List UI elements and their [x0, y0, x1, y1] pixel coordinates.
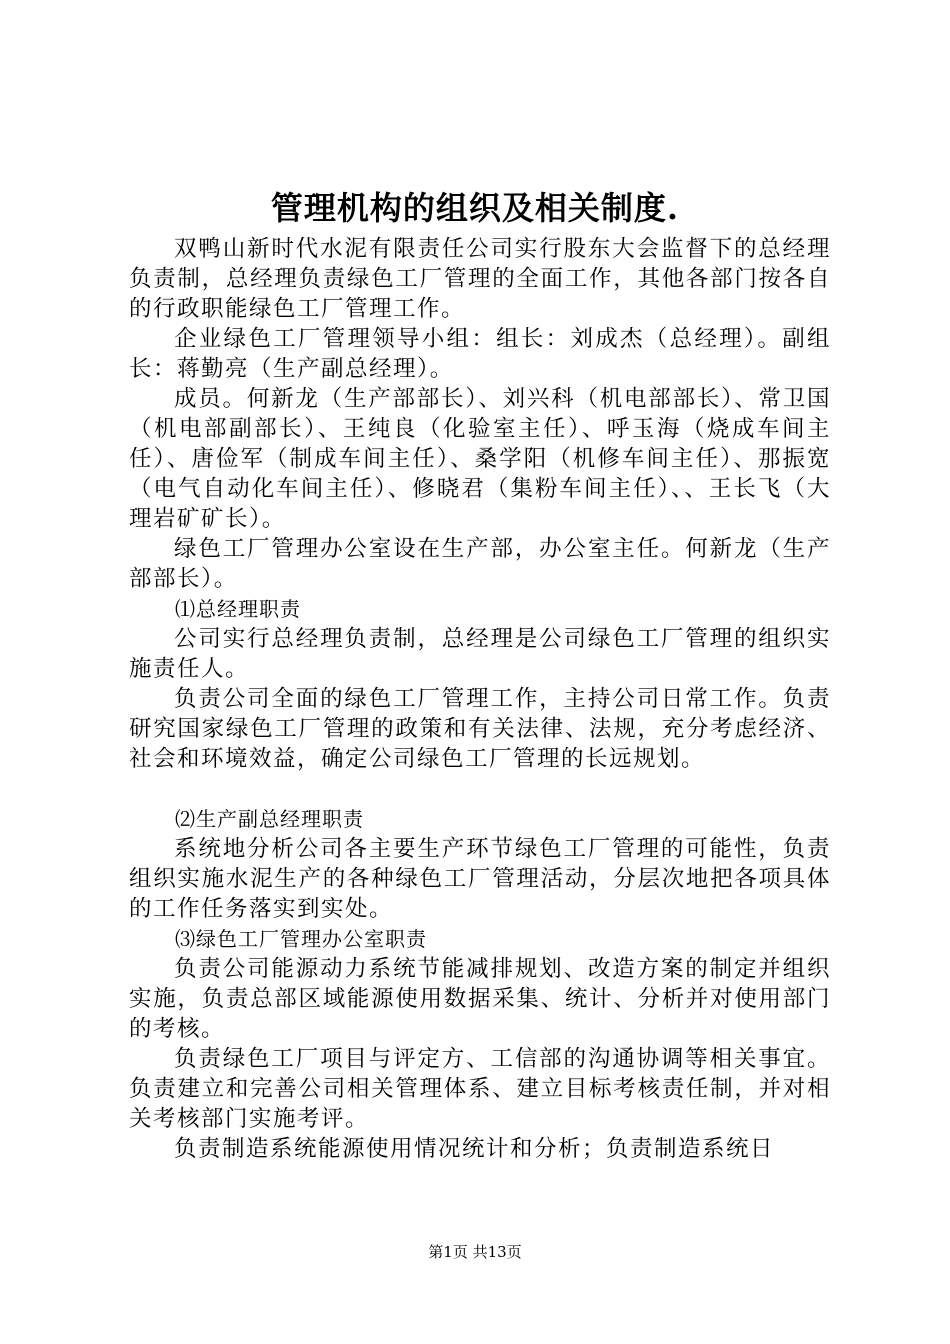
paragraph-office: 绿色工厂管理办公室设在生产部，办公室主任。何新龙（生产部部长）。: [129, 536, 831, 592]
paragraph-office-duty-3: 负责制造系统能源使用情况统计和分析；负责制造系统日: [174, 1136, 775, 1162]
paragraph-leadership: 企业绿色工厂管理领导小组：组长：刘成杰（总经理）。副组长：蒋勤亮（生产副总经理）。: [129, 326, 831, 382]
section-heading-deputy-manager: ⑵生产副总经理职责: [175, 807, 364, 831]
blank-line: [129, 774, 831, 804]
document-title: 管理机构的组织及相关制度.: [270, 189, 680, 227]
paragraph-gm-responsibility: 公司实行总经理负责制，总经理是公司绿色工厂管理的组织实施责任人。: [129, 626, 831, 682]
section-heading-general-manager: ⑴总经理职责: [175, 597, 301, 621]
page-number: 第1页 共13页: [428, 1243, 522, 1261]
paragraph-intro: 双鸭山新时代水泥有限责任公司实行股东大会监督下的总经理负责制，总经理负责绿色工厂管理的全面工作，其他各部门按各自的行政职能绿色工厂管理工作。: [129, 236, 831, 322]
section-heading-office: ⑶绿色工厂管理办公室职责: [175, 927, 427, 951]
paragraph-members: 成员。何新龙（生产部部长）、刘兴科（机电部部长）、常卫国（机电部副部长）、王纯良（化验室主任）、呼玉海（烧成车间主任）、唐俭军（制成车间主任）、桑学阳（机修车间主任）、那振宽（电气自动化车间主任）、修晓君（集粉车间主任）、、王长飞（大理岩矿矿长）。: [129, 386, 831, 532]
paragraph-office-duty-2: 负责绿色工厂项目与评定方、工信部的沟通协调等相关事宜。负责建立和完善公司相关管理体系、建立目标考核责任制，并对相关考核部门实施考评。: [129, 1046, 831, 1132]
document-body: [129, 234, 831, 1164]
paragraph-office-duty-1: 负责公司能源动力系统节能减排规划、改造方案的制定并组织实施，负责总部区域能源使用数据采集、统计、分析并对使用部门的考核。: [129, 956, 831, 1042]
paragraph-gm-duties: 负责公司全面的绿色工厂管理工作，主持公司日常工作。负责研究国家绿色工厂管理的政策和有关法律、法规，充分考虑经济、社会和环境效益，确定公司绿色工厂管理的长远规划。: [129, 686, 831, 772]
paragraph-deputy-duties: 系统地分析公司各主要生产环节绿色工厂管理的可能性，负责组织实施水泥生产的各种绿色工厂管理活动，分层次地把各项具体的工作任务落实到实处。: [129, 836, 831, 922]
